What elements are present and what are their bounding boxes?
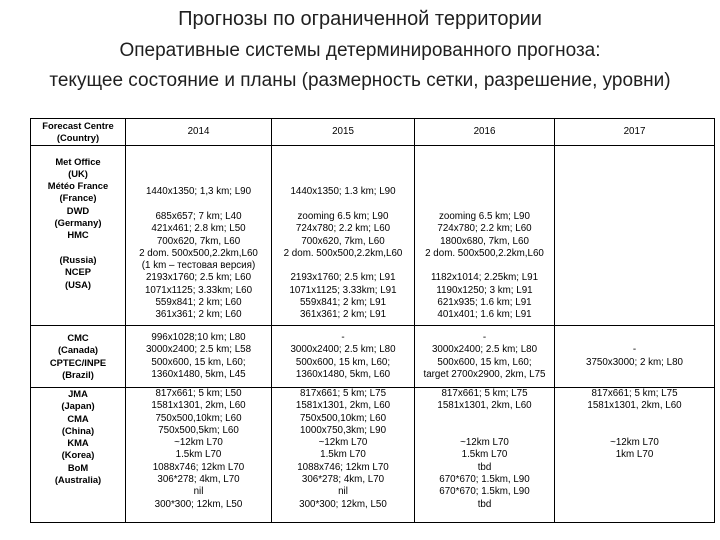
cell-line: ~12km L70 (318, 437, 368, 449)
cell-line: 1360x1480, 5km, L45 (151, 368, 246, 380)
cell-line: 1440x1350; 1,3 km; L90 (145, 186, 252, 198)
cell-line: BoM (67, 461, 89, 473)
cell-line: KMA (67, 437, 89, 449)
cell-line: 1071x1125; 3.33km; L91 (289, 284, 397, 296)
cell-2017 (555, 388, 715, 523)
cell-line: 996x1028;10 km; L80 (151, 331, 246, 343)
header-2014: 2014 (126, 119, 272, 146)
table-row (31, 146, 715, 326)
cell-line (416, 413, 553, 425)
cell-line: 300*300; 12km, L50 (299, 498, 387, 510)
cell-line: 817x661; 5 km; L50 (155, 388, 242, 399)
cell-2014 (126, 146, 272, 326)
cell-line (273, 199, 413, 211)
cell-line: 1.5km L70 (175, 449, 222, 461)
cell-line: 500x600, 15 km, L60; (151, 356, 246, 368)
cell-line: 750x500,10km; L60 (155, 412, 242, 424)
cell-line: 2 dom. 500x500,2.2km,L60 (139, 247, 258, 259)
cell-2015 (272, 326, 415, 388)
forecast-systems-table (30, 118, 715, 523)
cell-line: (Japan) (61, 400, 95, 412)
centre-cell (31, 388, 126, 523)
cell-line: 817x661; 5 km; L75 (299, 388, 387, 399)
cell-line (416, 425, 553, 437)
cell-line (32, 303, 124, 315)
cell-line: 2 dom. 500x500,2.2km,L60 (283, 247, 403, 259)
cell-line: 300*300; 12km, L50 (154, 498, 243, 510)
cell-2016 (415, 388, 555, 523)
cell-line: 1581x1301, 2km, L60 (295, 400, 391, 412)
cell-line (416, 186, 553, 198)
cell-line: (China) (61, 424, 95, 436)
cell-2016 (415, 326, 555, 388)
cell-line: Météo France (47, 180, 109, 192)
cell-line: 1.5km L70 (320, 449, 366, 461)
page-subtitle-line-1: Оперативные системы детерминированного прогноза: (119, 40, 601, 61)
cell-2017 (555, 146, 715, 326)
cell-line: 670*670; 1.5km, L90 (439, 486, 530, 498)
cell-line: (Korea) (61, 449, 95, 461)
cell-line: 3000x2400; 2.5 km; L80 (290, 344, 396, 356)
cell-line: 559x841; 2 km; L60 (155, 296, 242, 308)
cell-line (273, 174, 413, 186)
cell-line: 500x600, 15 km, L60; (437, 356, 532, 368)
cell-2015 (272, 146, 415, 326)
cell-line: 559x841; 2 km; L91 (299, 296, 387, 308)
cell-2014 (126, 388, 272, 523)
cell-line (32, 486, 124, 498)
cell-line: 685x657; 7 km; L40 (155, 210, 242, 222)
cell-line: 2193x1760; 2.5 km; L91 (290, 272, 396, 284)
cell-line: 700x620, 7km, L60 (156, 235, 241, 247)
cell-line: 401x401; 1.6 km; L91 (437, 309, 532, 321)
cell-line: (USA) (64, 278, 92, 290)
cell-line (127, 162, 270, 174)
cell-line (32, 499, 124, 511)
cell-line: 500x600, 15 km, L60; (295, 356, 391, 368)
header-forecast-centre (31, 119, 126, 146)
cell-line (127, 149, 270, 161)
cell-line: zooming 6.5 km; L90 (297, 210, 389, 222)
cell-line: (UK) (68, 167, 88, 179)
cell-line: 1360x1480, 5km, L60 (295, 368, 391, 380)
cell-line: ~12km L70 (174, 437, 223, 449)
cell-line: CMA (67, 412, 89, 424)
cell-line: - (341, 331, 345, 343)
cell-line: tbd (477, 461, 492, 473)
cell-line: (France) (59, 192, 97, 204)
cell-line: 1km L70 (615, 449, 654, 461)
cell-line: JMA (68, 388, 88, 399)
cell-2017 (555, 326, 715, 388)
cell-line: 1071x1125; 3.33km; L60 (144, 284, 253, 296)
centre-cell (31, 146, 126, 326)
cell-2016 (415, 146, 555, 326)
cell-line (416, 162, 553, 174)
cell-line: target 2700x2900, 2km, L75 (423, 368, 546, 380)
cell-line: 1088x746; 12km L70 (297, 461, 389, 473)
cell-line: nil (193, 486, 204, 498)
cell-line (416, 260, 553, 272)
cell-line: CMC (67, 331, 89, 343)
cell-line: (Germany) (54, 217, 102, 229)
header-line: Forecast Centre (42, 119, 114, 131)
cell-line: 817x661; 5 km; L75 (591, 388, 678, 399)
cell-line: DWD (66, 204, 90, 216)
cell-line (556, 425, 713, 437)
cell-line: 724x780; 2.2 km; L60 (295, 223, 391, 235)
header-2015: 2015 (272, 119, 415, 146)
cell-line: 3000x2400; 2.5 km; L58 (145, 344, 252, 356)
cell-line: 1000x750,3km; L90 (299, 424, 387, 436)
cell-line: 361x361; 2 km; L60 (155, 309, 242, 321)
cell-line (273, 162, 413, 174)
cell-line: 750x500,5km; L60 (158, 424, 239, 436)
cell-line: (1 km – тестовая версия) (141, 260, 256, 272)
cell-line: (Brazil) (62, 368, 94, 380)
cell-line: 1.5km L70 (461, 449, 508, 461)
cell-line (416, 149, 553, 161)
cell-line: Met Office (55, 155, 101, 167)
cell-line: CPTEC/INPE (49, 356, 107, 368)
cell-line: 361x361; 2 km; L91 (299, 309, 387, 321)
cell-line (273, 149, 413, 161)
cell-line: nil (338, 486, 348, 498)
cell-line: 621x935; 1.6 km; L91 (437, 296, 532, 308)
header-2017: 2017 (555, 119, 715, 146)
cell-line: 306*278; 4km, L70 (157, 474, 240, 486)
page-title: Прогнозы по ограниченной территории (178, 8, 542, 30)
cell-line: ~12km L70 (610, 437, 659, 449)
cell-line: (Canada) (57, 344, 99, 356)
cell-line (127, 199, 270, 211)
cell-line: 3750x3000; 2 km; L80 (586, 356, 683, 368)
cell-line (556, 413, 713, 425)
cell-line: 3000x2400; 2.5 km; L80 (431, 344, 538, 356)
cell-line: - (482, 331, 487, 343)
cell-line (416, 174, 553, 186)
table-row (31, 388, 715, 523)
cell-line: tbd (477, 498, 492, 510)
centre-cell (31, 326, 126, 388)
cell-line: 724x780; 2.2 km; L60 (437, 223, 532, 235)
cell-line (32, 242, 124, 254)
cell-line: 1581x1301, 2km, L60 (151, 400, 246, 412)
cell-line: 1581x1301, 2km, L60 (587, 400, 682, 412)
cell-line: - (632, 344, 637, 356)
cell-line (416, 199, 553, 211)
cell-line: (Australia) (54, 474, 102, 486)
cell-2014 (126, 326, 272, 388)
cell-line: ~12km L70 (460, 437, 509, 449)
cell-line (32, 291, 124, 303)
header-line: (Country) (56, 132, 100, 143)
cell-line: 817x661; 5 km; L75 (441, 388, 528, 399)
cell-line: zooming 6.5 km; L90 (439, 210, 530, 222)
cell-line: 670*670; 1.5km, L90 (439, 474, 530, 486)
cell-line (273, 260, 413, 272)
page-subtitle-line-2: текущее состояние и планы (размерность сетки, разрешение, уровни) (49, 70, 671, 91)
cell-line: (Russia) (59, 253, 97, 265)
cell-line: 1190x1250; 3 km; L91 (436, 284, 533, 296)
cell-line: 306*278; 4km, L70 (301, 474, 385, 486)
cell-line: NCEP (64, 266, 92, 278)
cell-2015 (272, 388, 415, 523)
table-row (31, 326, 715, 388)
cell-line: 1440x1350; 1.3 km; L90 (290, 186, 396, 198)
cell-line (127, 174, 270, 186)
header-2016: 2016 (415, 119, 555, 146)
cell-line: 1800x680, 7km, L60 (440, 235, 529, 247)
cell-line: 2 dom. 500x500,2.2km,L60 (425, 247, 544, 259)
cell-line: 2193x1760; 2.5 km; L60 (145, 272, 252, 284)
cell-line: 1581x1301, 2km, L60 (437, 400, 532, 412)
table-header-row (31, 119, 715, 146)
cell-line: 1182x1014; 2.25km; L91 (430, 272, 539, 284)
cell-line: 750x500,10km; L60 (299, 412, 387, 424)
cell-line: HMC (67, 229, 89, 241)
cell-line: 421x461; 2.8 km; L50 (151, 223, 246, 235)
cell-line: 1088x746; 12km L70 (152, 461, 245, 473)
cell-line: 700x620, 7km, L60 (301, 235, 385, 247)
